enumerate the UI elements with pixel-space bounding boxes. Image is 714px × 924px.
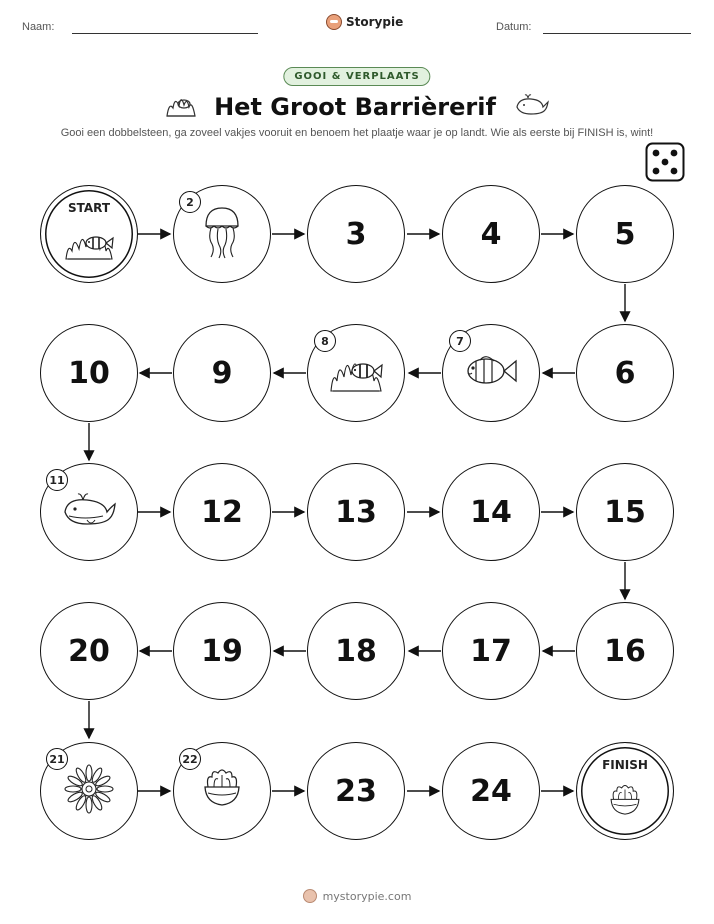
finish-label: FINISH xyxy=(602,758,648,772)
space-13[interactable] xyxy=(307,463,405,561)
name-label: Naam: xyxy=(22,21,55,33)
space-6[interactable] xyxy=(576,324,674,422)
space-number: 18 xyxy=(335,633,377,669)
space-number: 9 xyxy=(211,355,233,391)
activity-badge: GOOI & VERPLAATS xyxy=(283,67,430,86)
space-number: 17 xyxy=(470,633,512,669)
finish-space[interactable] xyxy=(576,742,674,840)
space-11-number: 11 xyxy=(46,469,68,491)
sea-anemone-icon xyxy=(63,763,115,819)
clownfish-anemone-icon xyxy=(327,347,385,399)
space-22-number: 22 xyxy=(179,748,201,770)
brand-name: Storypie xyxy=(346,15,404,29)
space-number: 14 xyxy=(470,494,512,530)
anemone-pot-icon xyxy=(607,783,643,823)
clownfish-anemone-icon xyxy=(62,223,116,267)
space-number: 19 xyxy=(201,633,243,669)
space-number: 6 xyxy=(614,355,636,391)
space-3[interactable] xyxy=(307,185,405,283)
space-16[interactable] xyxy=(576,602,674,700)
space-14[interactable] xyxy=(442,463,540,561)
jellyfish-icon xyxy=(200,204,244,264)
space-4[interactable] xyxy=(442,185,540,283)
space-17[interactable] xyxy=(442,602,540,700)
start-label: START xyxy=(67,201,111,215)
space-number: 3 xyxy=(345,216,367,252)
footer xyxy=(0,889,714,903)
space-number: 13 xyxy=(335,494,377,530)
space-number: 24 xyxy=(470,773,512,809)
space-5[interactable] xyxy=(576,185,674,283)
anemone-pot-icon xyxy=(200,767,244,815)
whale-icon xyxy=(59,490,119,534)
title-text: Het Groot Barrièrerif xyxy=(214,93,496,121)
space-18[interactable] xyxy=(307,602,405,700)
space-number: 23 xyxy=(335,773,377,809)
space-number: 16 xyxy=(604,633,646,669)
space-7-number: 7 xyxy=(449,330,471,352)
space-10[interactable] xyxy=(40,324,138,422)
space-number: 20 xyxy=(68,633,110,669)
space-number: 10 xyxy=(68,355,110,391)
space-number: 15 xyxy=(604,494,646,530)
storypie-logo-icon xyxy=(303,889,317,903)
space-8-number: 8 xyxy=(314,330,336,352)
space-23[interactable] xyxy=(307,742,405,840)
footer-url[interactable]: mystorypie.com xyxy=(322,889,412,903)
date-label: Datum: xyxy=(496,21,532,33)
space-number: 12 xyxy=(201,494,243,530)
start-space[interactable] xyxy=(40,185,138,283)
space-9[interactable] xyxy=(173,324,271,422)
space-20[interactable] xyxy=(40,602,138,700)
space-21-number: 21 xyxy=(46,748,68,770)
instructions: Gooi een dobbelsteen, ga zoveel vakjes vooruit en benoem het plaatje waar je op landt. Wie als eerste bij FINISH is, wint! xyxy=(60,127,654,139)
space-24[interactable] xyxy=(442,742,540,840)
space-19[interactable] xyxy=(173,602,271,700)
space-12[interactable] xyxy=(173,463,271,561)
space-number: 5 xyxy=(614,216,636,252)
space-15[interactable] xyxy=(576,463,674,561)
space-2-number: 2 xyxy=(179,191,201,213)
space-number: 4 xyxy=(480,216,502,252)
fish-icon xyxy=(462,351,520,395)
